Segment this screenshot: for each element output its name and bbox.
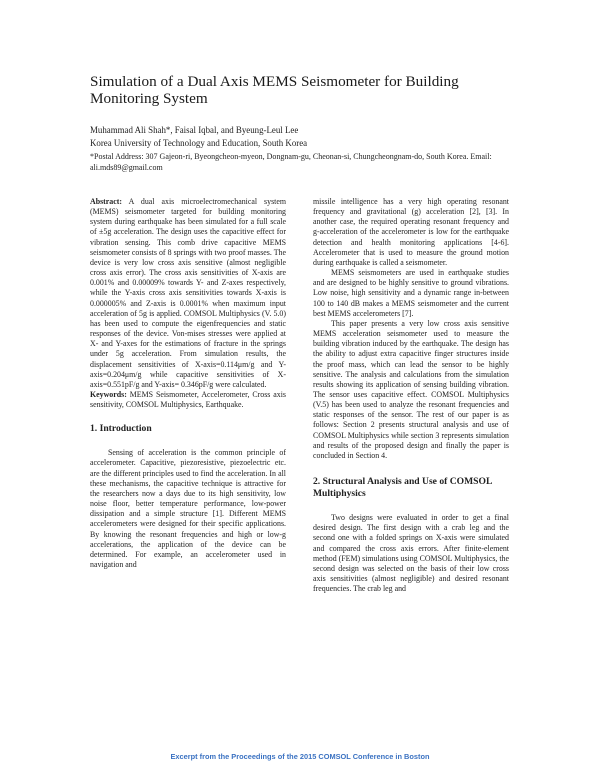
keywords-label: Keywords: (90, 389, 127, 399)
left-column (90, 197, 286, 570)
abstract (90, 197, 286, 390)
section-1-heading: 1. Introduction (90, 423, 152, 435)
postal-address: *Postal Address: 307 Gajeon-ri, Byeongcheon-myeon, Dongnam-gu, Cheonan-si, Chungcheongnam-do, South Korea. Email: ali.mds89@gmail.com (90, 152, 492, 173)
section-2-paragraph-1: Two designs were evaluated in order to get a final desired design. The first design with a crab leg and the second one with a folded springs on X-axis were simulated and compared the cross axis errors. After finite-element method (FEM) simulations using COMSOL Multiphysics, the second design was selected on the basis of their low cross axis sensitivities (almost negligible) and desired resonant frequencies. The crab leg and (313, 513, 509, 594)
authors: Muhammad Ali Shah*, Faisal Iqbal, and Byeung-Leul Lee (90, 125, 299, 135)
section-2-heading: 2. Structural Analysis and Use of COMSOL Multiphysics (313, 476, 492, 500)
intro-paragraph-3: This paper presents a very low cross axis sensitive MEMS acceleration seismometer used to measure the building vibration induced by the earthquake. The design has the ability to adjust extra capacitive finger structures inside the proof mass, which can lead the sensor to be highly sensitive. The analysis and calculations from the simulation results showing its application of sensing building vibration. The sensor uses capacitive effect. COMSOL Multiphysics (V.5) has been used to analyze the resonant frequencies and static responses of the sensor. The rest of our paper is as follows: Section 2 presents structural analysis and use of COMSOL Multiphysics while section 3 represents simulation and results of the proposed design and finally the paper is concluded in Section 4. (313, 318, 509, 460)
keywords (90, 390, 286, 410)
intro-paragraph-1-continued: missile intelligence has a very high operating resonant frequency and gravitational (g) acceleration [2], [3]. In another case, the required operating resonant frequency and g-acceleration of the accelerometer is low for the earthquake detection and health monitoring applications [4-6]. Accelerometer that is used to measure the ground motion during earthquake is called a seismometer. (313, 197, 509, 267)
abstract-text: A dual axis microelectromechanical system (MEMS) seismometer targeted for building monitoring system during earthquake has been simulated for a full scale of ±5g acceleration. The design uses the capacitive effect for vibration sensing. This comb drive capacitive MEMS seismometer consists of 8 springs with two proof masses. The device is very low cross axis sensitive (almost negligible cross axis error). The cross axis sensitivities of X-axis are 0.001% and 0.00009% towards Y- and Z-axes respectively, while the Y-axis cross axis sensitivities towards X-axis is 0.000005% and Z-axis is 0.0001% when maximum input acceleration of 5g is applied. COMSOL Multiphysics (V. 5.0) has been used to compute the eigenfrequencies and static responses of the device. Von-mises stresses were applied at X- and Y-axes for the estimations of fracture in the springs under 5g acceleration. From simulation results, the displacement sensitivities of X-axis=0.114μm/g and Y-axis=0.204μm/g while capacitive sensitivities of X-axis=0.551pF/g and Y-axis= 0.346pF/g were calculated. (90, 197, 286, 389)
abstract-label: Abstract: (90, 197, 122, 206)
intro-paragraph-2: MEMS seismometers are used in earthquake studies and are designed to be highly sensitive to ground vibrations. Low noise, high sensitivity and a dynamic range in-between 100 to 140 dB makes a MEMS seismometer and the current best MEMS accelerometers [7]. (313, 268, 509, 318)
keywords-text: MEMS Seismometer, Accelerometer, Cross axis sensitivity, COMSOL Multiphysics, Earthquake. (90, 389, 286, 410)
intro-paragraph-1: Sensing of acceleration is the common principle of accelerometer. Capacitive, piezoresistive, piezoelectric etc. are the different principles used to find the acceleration. In all these mechanisms, the capacitive technique is attractive for the researchers now a days due to its high sensitivity, low noise floor, better temperature performance, low-power dissipation and a simple structure [1]. Different MEMS accelerometers were designed for their specific applications. By knowing the resonant frequencies and high or low-g accelerations, the application of the device can be determined. For example, an accelerometer used in navigation and (90, 448, 286, 569)
right-column (313, 197, 509, 594)
affiliation: Korea University of Technology and Education, South Korea (90, 138, 308, 148)
conference-footer: Excerpt from the Proceedings of the 2015 COMSOL Conference in Boston (170, 752, 430, 761)
paper-title: Simulation of a Dual Axis MEMS Seismometer for Building Monitoring System (90, 73, 459, 107)
